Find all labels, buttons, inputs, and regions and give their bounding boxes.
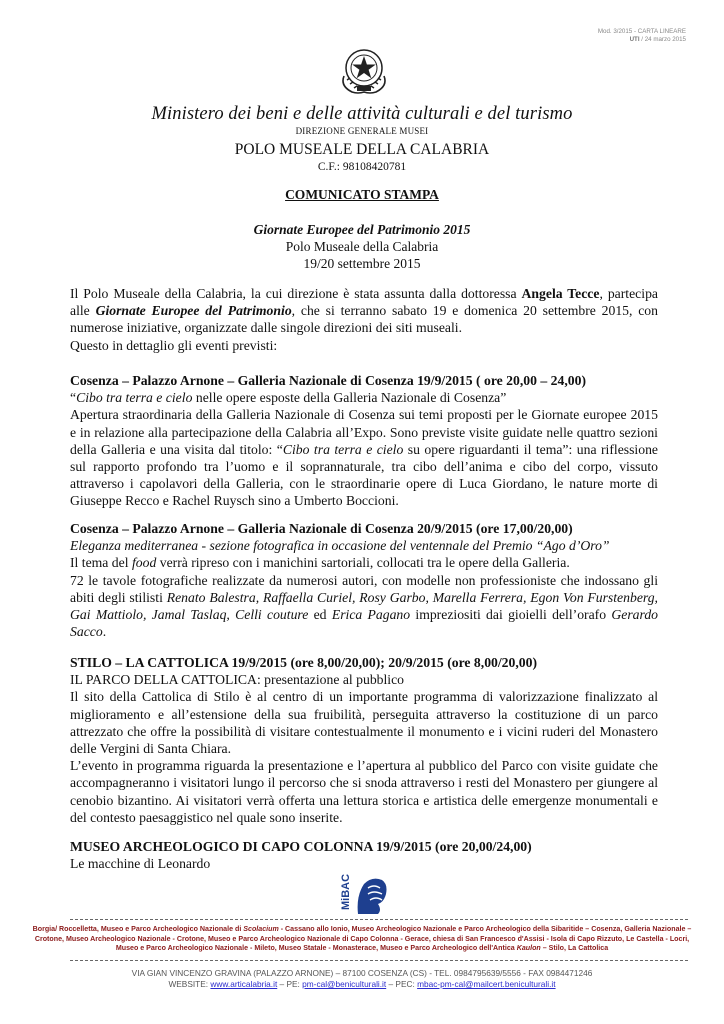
body-b: Cibo tra terra e cielo	[282, 441, 404, 457]
intro-paragraph	[70, 285, 658, 354]
exhibition-title: Cibo tra terra e cielo	[76, 390, 193, 406]
section-stilo	[70, 654, 658, 826]
section-body	[70, 406, 658, 509]
mibac-logo-icon	[338, 874, 390, 916]
republic-emblem-icon	[338, 46, 390, 96]
form-code-line: Mod. 3/2015 - CARTA LINEARE	[597, 28, 686, 35]
pe-label: – PE:	[277, 979, 303, 989]
sites-e: – Stilo, La Cattolica	[540, 944, 609, 953]
mibac-logo-text: MiBAC	[340, 874, 352, 910]
footer-contacts	[0, 979, 724, 989]
pec-email-link[interactable]: mbac-pm-cal@mailcert.beniculturali.it	[417, 979, 556, 989]
footer-divider-bottom	[70, 960, 688, 961]
intro-text	[70, 285, 658, 337]
pe-email-link[interactable]: pm-cal@beniculturali.it	[302, 979, 387, 989]
body-a: Apertura straordinaria della Galleria Nazionale di Cosenza sui temi proposti per le Giornate europee 2015 e in relazione alla partecipazione della Calabria all’Expo. Sono previste visite guidate nelle quattro sezioni della Galleria e una visita dal titolo: “	[70, 407, 658, 457]
sites-c: - Cassano allo Ionio, Museo Archeologico Nazionale e Parco Archeologico della Sibaritide – Cosenza, Galleria Nazionale – Crotone, Museo Archeologico Nazionale - Crotone, Museo e Parco Archeologico Nazionale di Capo Colonna - Gerace, chiesa di San Francesco d'Assisi - Isola di Capo Rizzuto, Le Castella - Locri, Museo e Parco Archeologico Nazionale - Mileto, Museo Statale - Monasterace, Museo e Parco Archeologico dell'Antica	[34, 925, 692, 953]
stylists: Renato Balestra, Raffaella Curiel, Rosy Garbo, Marella Ferrera, Egon Von Furstenberg, Gai Mattiolo, Jamal Taslaq, Celli couture	[70, 589, 658, 623]
exhibition-title: Eleganza mediterranea - sezione fotografica in occasione del ventennale del Premio “Ago d’Oro”	[70, 538, 610, 554]
body-c: su opere riguardanti il tema”: una riflessione sul rapporto profondo tra l’uomo e il soprannaturale, tra cibo dell’anima e cibo del corpo, vissuto attraverso i capolavori della Galleria, con le straordinarie opere di Luca Giordano, le nature morte di Giuseppe Recco e Rachel Ruysch sino a Umberto Boccioni.	[70, 441, 658, 509]
body-e: impreziositi dai gioielli dell’orafo	[410, 607, 612, 623]
section-body-2: L’evento in programma riguarda la presentazione e l’apertura al pubblico del Parco con visite guidate che accompagneranno i visitatori lungo il percorso che si snoda attraverso i resti del Monastero per giungere al cenobio bizantino. Ai visitatori verrà offerta una lettura storica e artistica delle emergenze monumentali e del contesto paesaggistico nel quale sono inserite.	[70, 758, 658, 825]
event-organizer: Polo Museale della Calabria	[285, 239, 439, 254]
sites-d: Kaulon	[516, 944, 541, 953]
food-a: Il tema del	[70, 555, 132, 571]
ministry-title: Ministero dei beni e delle attività culturali e del turismo	[151, 104, 573, 124]
food-c: verrà ripreso con i manichini sartoriali, collocati tra le opere della Galleria.	[156, 555, 570, 571]
footer-divider-top	[70, 919, 688, 920]
uti-label: UTI	[629, 36, 640, 43]
intro-text-c: , partecipa alle	[70, 286, 658, 319]
stylist-last: Erica Pagano	[331, 607, 411, 623]
polo-museale: POLO MUSEALE DELLA CALABRIA	[234, 141, 490, 158]
intro-text-e: , che si terranno sabato 19 e domenica 20 settembre 2015, con numerose iniziative, organizzate dalle singole direzioni dei siti museali.	[70, 303, 658, 336]
pec-label: – PEC:	[386, 979, 418, 989]
event-name-inline: Giornate Europee del Patrimonio	[95, 303, 292, 319]
section-cosenza-19	[70, 372, 658, 510]
website-link[interactable]: www.articalabria.it	[210, 979, 278, 989]
section-subtitle	[70, 537, 658, 554]
section-body-1: Il sito della Cattolica di Stilo è al centro di un importante programma di valorizzazione finalizzato al miglioramento e all’estensione della sua fruibilità, perseguita attraverso la costituzione di un parco attrezzato che offre la possibilità di visitare contestualmente il monumento e i vicini ruderi del Monastero delle Vergini di Santa Chiara.	[70, 689, 658, 757]
body-a: 72 le tavole fotografiche realizzate da numerosi autori, con modelle non professioniste che indossano gli abiti degli stilisti	[70, 572, 658, 605]
director-name: Angela Tecce	[521, 286, 600, 301]
section-heading: Cosenza – Palazzo Arnone – Galleria Nazionale di Cosenza 19/9/2015 ( ore 20,00 – 24,00)	[70, 373, 587, 388]
form-uti-line	[598, 36, 686, 44]
intro-text-a: Il Polo Museale della Calabria, la cui direzione è stata assunta dalla dottoressa	[70, 286, 522, 301]
section-subtitle: IL PARCO DELLA CATTOLICA: presentazione al pubblico	[70, 672, 405, 688]
section-heading: STILO – LA CATTOLICA 19/9/2015 (ore 8,00/20,00); 20/9/2015 (ore 8,00/20,00)	[70, 655, 538, 670]
body-c: ed	[308, 607, 332, 623]
section-food-line	[70, 554, 658, 571]
footer-sites-list	[30, 925, 694, 954]
quote-open: “	[70, 390, 77, 406]
uti-date: / 24 marzo 2015	[639, 36, 686, 43]
section-heading: MUSEO ARCHEOLOGICO DI CAPO COLONNA 19/9/2015 (ore 20,00/24,00)	[70, 839, 532, 854]
food-word: food	[131, 555, 157, 571]
website-label: WEBSITE:	[168, 979, 211, 989]
body-g: .	[102, 624, 107, 640]
footer-address: VIA GIAN VINCENZO GRAVINA (PALAZZO ARNONE) – 87100 COSENZA (CS) - TEL. 0984795639/5556 - FAX 0984471246	[131, 968, 593, 978]
press-release-title	[0, 187, 724, 203]
sites-a: Borgia/ Roccelletta, Museo e Parco Archeologico Nazionale di	[32, 925, 244, 933]
section-heading: Cosenza – Palazzo Arnone – Galleria Nazionale di Cosenza 20/9/2015 (ore 17,00/20,00)	[70, 521, 573, 536]
goldsmith: Gerardo Sacco	[70, 607, 659, 640]
fiscal-code: C.F.: 98108420781	[317, 161, 407, 173]
section-subtitle: Le macchine di Leonardo	[70, 856, 211, 872]
section-body	[70, 572, 658, 641]
form-code	[598, 28, 686, 44]
section-cosenza-20	[70, 520, 658, 640]
event-dates: 19/20 settembre 2015	[303, 256, 421, 271]
section-subtitle	[70, 389, 658, 406]
event-title: Giornate Europee del Patrimonio 2015	[253, 222, 471, 237]
sites-b: Scolacium	[243, 925, 279, 933]
press-release-label: COMUNICATO STAMPA	[285, 187, 439, 202]
directorate: DIREZIONE GENERALE MUSEI	[295, 126, 429, 136]
intro-events-line: Questo in dettaglio gli eventi previsti:	[70, 337, 278, 353]
subtitle-rest: nelle opere esposte della Galleria Nazionale di Cosenza”	[192, 390, 507, 406]
section-capo-colonna	[70, 838, 658, 872]
